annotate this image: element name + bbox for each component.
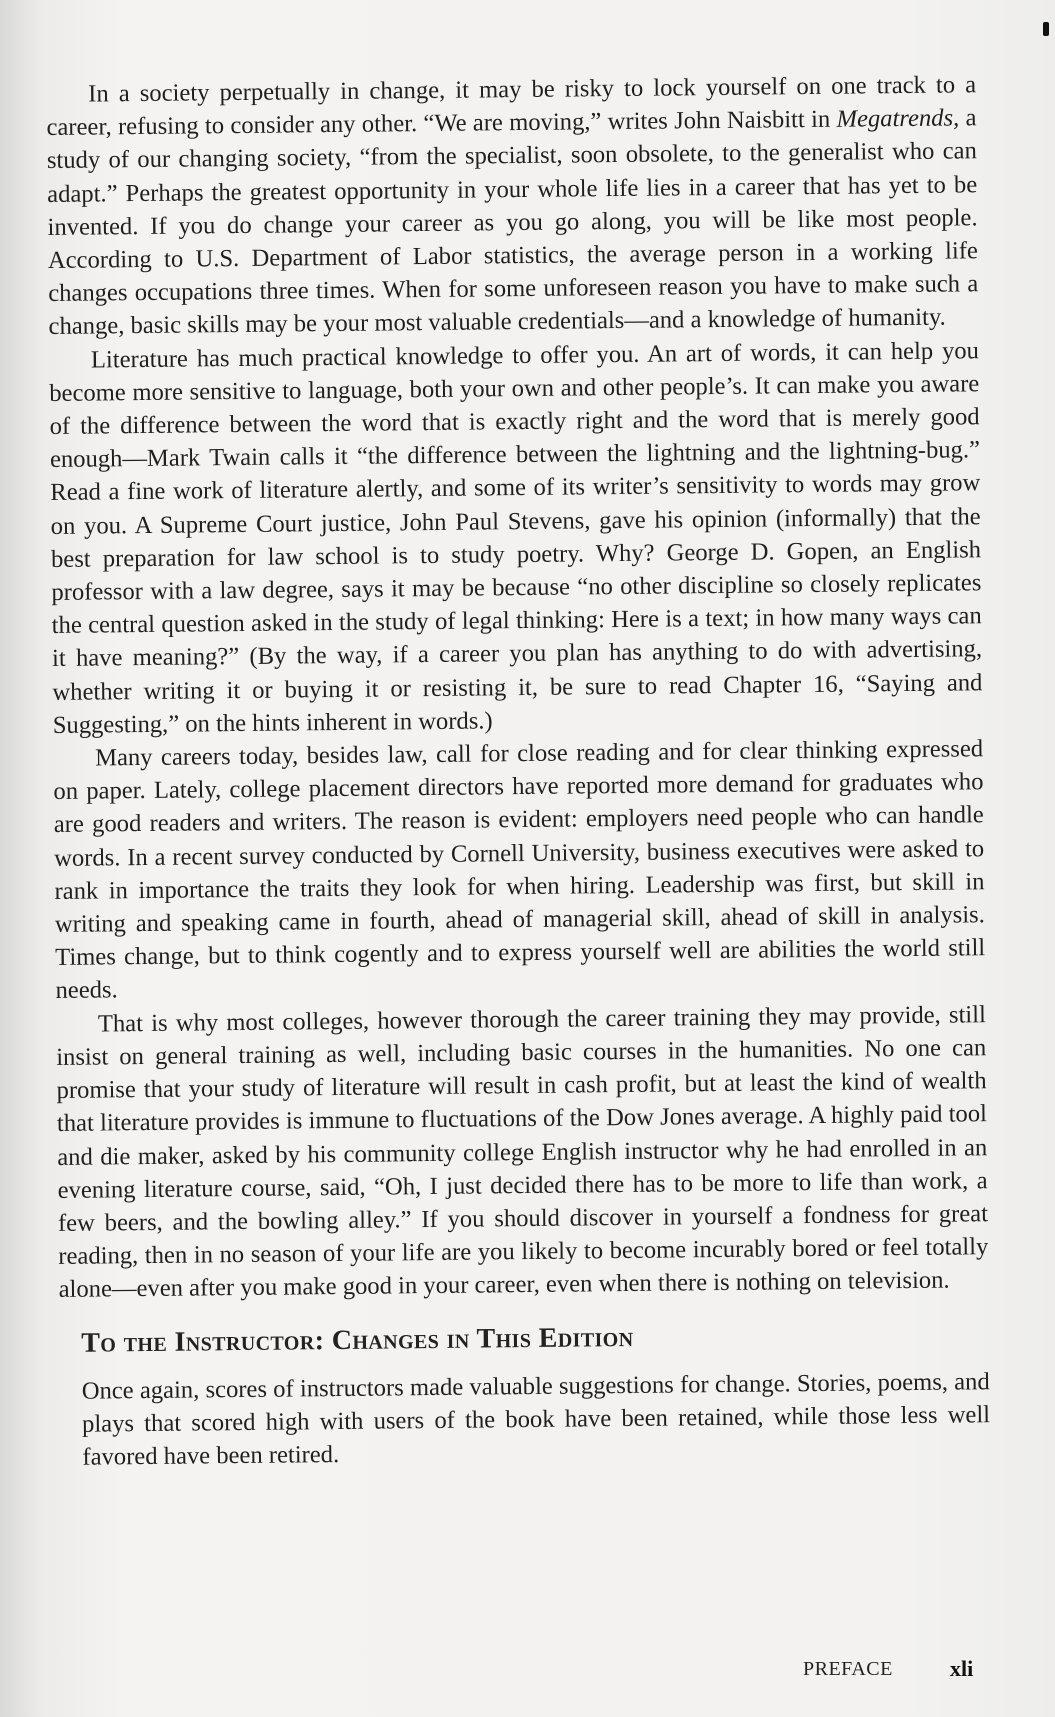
paragraph-career-change-end: a study of our changing society, “from the specialist, soon obsolete, to the generalist who can adapt.” Perhaps the greatest opportunity in your whole life lies in a career that has yet to be invented. If you do change your career as you go along, you will be like most people. According to U.S. Department of Labor statistics, the average person in a working life changes occupations three times. When for some unforeseen reason you have to make such a change, basic skills may be your most valuable credentials—and a knowledge of humanity. — [46, 104, 979, 341]
paragraph-practical-knowledge: Literature has much practical knowledge to offer you. An art of words, it can help you become more sensitive to language, both your own and other people’s. It can make you aware of the difference between the word that is exactly right and the word that is merely good enough—Mark Twain calls it “the difference between the lightning and the lightning-bug.” Read a fine work of literature alertly, and some of its writer’s sensitivity to words may grow on you. A Supreme Court justice, John Paul Stevens, gave his opinion (informally) that the best preparation for law school is to study poetry. Why? George D. Gopen, an English professor with a law degree, says it may be because “no other discipline so closely replicates the central question asked in the study of legal thinking: Here is a text; in how many ways can it have meaning?” (By the way, if a career you plan has anything to do with advertising, whether writing it or buying it or resisting it, be sure to read Chapter 16, “Saying and Suggesting,” on the hints inherent in words.) — [49, 336, 983, 739]
paragraph-careers-reading: Many careers today, besides law, call for close reading and for clear thinking expressed on paper. Lately, college placement directors have reported more demand for graduates who are good readers and writers. The reason is evident: employers need people who can handle words. In a recent survey conducted by Cornell University, business executives were asked to rank in importance the traits they look for when hiring. Leadership was first, but skill in writing and speaking came in fourth, ahead of managerial skill, ahead of skill in analysis. Times change, but to think cogently and to express yourself well are abilities the world still needs. — [53, 735, 986, 1005]
running-footer-label: PREFACE — [803, 1658, 893, 1680]
page-number: xli — [950, 1656, 974, 1681]
section-heading: To the Instructor: Changes in This Edition — [81, 1321, 634, 1359]
page-edge-mark — [1043, 22, 1049, 36]
paragraph-career-change-start: In a society perpetually in change, it may be risky to lock yourself on one track to a career, refusing to consider any other. “We are moving,” writes John Naisbitt in — [46, 71, 977, 142]
paragraph-changes-edition: Once again, scores of instructors made valuable suggestions for change. Stories, poems, and plays that scored high with users of the book have been retained, while those less well favored have been retired. — [81, 1367, 991, 1471]
paragraph-general-training: That is why most colleges, however thorough the career training they may provide, still insist on general training as well, including basic courses in the humanities. No one can promise that your study of literature will result in cash profit, but at least the kind of wealth that literature provides is immune to fluctuations of the Dow Jones average. A highly paid tool and die maker, asked by his community college English instructor why he had enrolled in an evening literature course, said, “Oh, I just decided there has to be more to life than work, a few beers, and the bowling alley.” If you should discover in yourself a fondness for great reading, then in no season of your life are you likely to become incurably bored or feel totally alone—even after you make good in your career, even when there is nothing on television. — [56, 1000, 989, 1304]
body-text — [46, 68, 991, 1474]
book-title-megatrends: Megatrends, — [836, 104, 960, 133]
paragraph-career-change — [46, 68, 979, 343]
